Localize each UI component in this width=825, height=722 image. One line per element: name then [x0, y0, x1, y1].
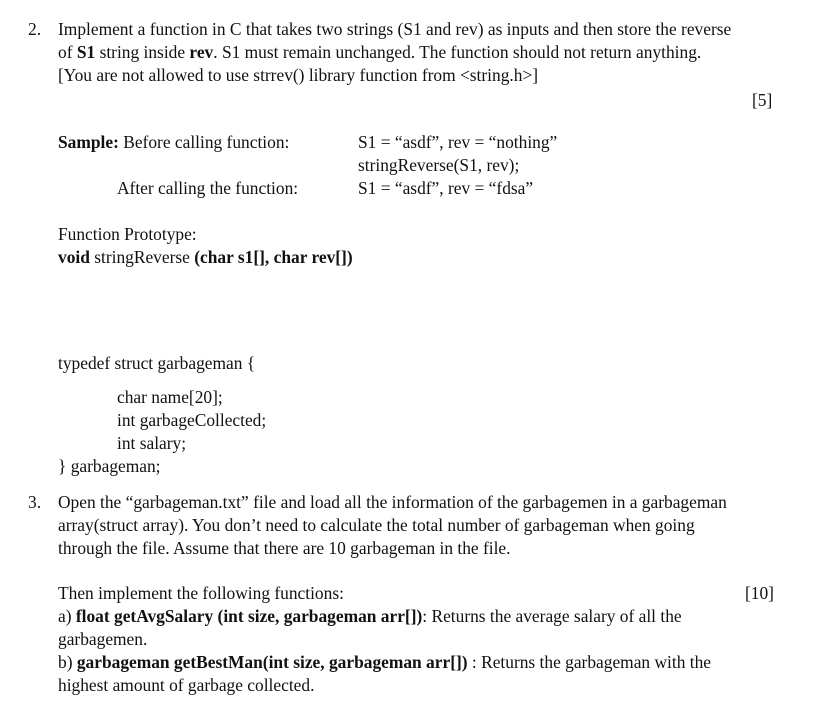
q2-line-2-e: . S1 must remain unchanged. The function should not return anything. [213, 42, 702, 62]
q3-b-desc: : Returns the garbageman with the [467, 652, 711, 672]
sample-before-text: Before calling function: [118, 132, 290, 152]
struct-field-salary: int salary; [117, 433, 187, 453]
q3-b-signature: garbageman getBestMan(int size, garbageman arr[]) [76, 652, 468, 672]
q2-line-3: [You are not allowed to use strrev() library function from <string.h>] [58, 65, 539, 85]
question-3-number: 3. [28, 492, 42, 512]
q3-a-desc: : Returns the average salary of all the [422, 606, 682, 626]
prototype-signature [58, 246, 353, 268]
q2-marks: [5] [752, 90, 773, 110]
q3-line-1: Open the “garbageman.txt” file and load all the information of the garbagemen in a garbageman [58, 492, 727, 512]
sample-line-1: S1 = “asdf”, rev = “nothing” [358, 132, 558, 152]
sample-label: Sample: [58, 132, 119, 152]
q3-marks: [10] [745, 583, 774, 603]
q2-line-2-c: string inside [95, 42, 190, 62]
struct-close: } garbageman; [58, 456, 161, 476]
after-value: S1 = “asdf”, rev = “fdsa” [358, 178, 534, 198]
prototype-void: void [58, 247, 90, 267]
q3-item-b-cont: highest amount of garbage collected. [58, 675, 315, 695]
q3-item-b [58, 651, 711, 673]
prototype-label: Function Prototype: [58, 224, 197, 244]
q3-line-3: through the file. Assume that there are 10 garbageman in the file. [58, 538, 511, 558]
q2-line-2-a: of [58, 42, 77, 62]
q2-rev-bold: rev [189, 42, 214, 62]
struct-field-garbage: int garbageCollected; [117, 410, 267, 430]
q3-item-a-cont: garbagemen. [58, 629, 148, 649]
struct-open: typedef struct garbageman { [58, 353, 256, 373]
q2-line-2 [58, 41, 701, 63]
q3-line-2: array(struct array). You don’t need to calculate the total number of garbageman when going [58, 515, 695, 535]
prototype-name: stringReverse [89, 247, 195, 267]
question-2-number: 2. [28, 19, 42, 39]
sample-before-label [58, 131, 289, 153]
q3-b-prefix: b) [58, 652, 77, 672]
prototype-params: (char s1[], char rev[]) [194, 247, 353, 267]
q3-then: Then implement the following functions: [58, 583, 344, 603]
struct-field-name: char name[20]; [117, 387, 223, 407]
sample-line-2: stringReverse(S1, rev); [358, 155, 520, 175]
q2-line-1: Implement a function in C that takes two strings (S1 and rev) as inputs and then store the reverse [58, 19, 732, 39]
after-label: After calling the function: [117, 178, 299, 198]
q3-a-prefix: a) [58, 606, 76, 626]
q2-s1-bold: S1 [76, 42, 96, 62]
q3-a-signature: float getAvgSalary (int size, garbageman arr[]) [75, 606, 423, 626]
q3-item-a [58, 605, 682, 627]
